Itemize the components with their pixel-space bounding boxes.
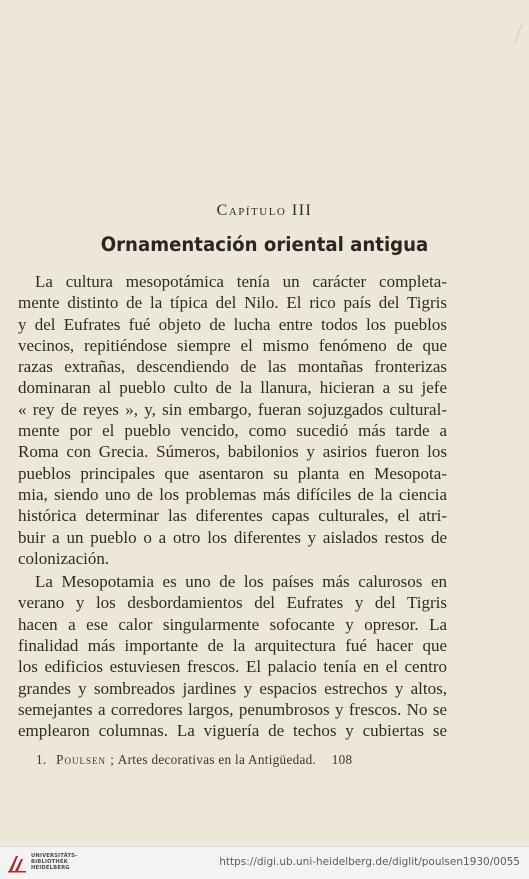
text-line: Roma con Grecia. Súmeros, babilonios y asirios fueron los xyxy=(18,442,447,462)
document-url-link[interactable]: https://digi.ub.uni-heidelberg.de/diglit/poulsen1930/0055 xyxy=(219,856,520,868)
text-line: histórica determinar las diferentes capas culturales, el atri- xyxy=(18,506,447,526)
text-line: La cultura mesopotámica tenía un carácter completa- xyxy=(35,272,447,291)
viewer-footer-bar xyxy=(0,846,529,879)
library-name-line: BIBLIOTHEK xyxy=(31,859,68,865)
text-line: « rey de reyes », y, sin embargo, fueran sojuzgados cultural- xyxy=(18,399,447,419)
library-name-line: HEIDELBERG xyxy=(31,865,70,871)
text-line: semejantes a corredores largos, penumbrosos y frescos. No se xyxy=(18,699,447,719)
library-name-line: UNIVERSITÄTS- xyxy=(31,853,78,859)
footnote-text: Artes decorativas en la Antigüedad. xyxy=(117,752,317,767)
text-line: y del Eufrates fué objeto de lucha entre todos los pueblos xyxy=(18,314,447,334)
text-line: grandes y sombreados jardines y espacios estrechos y altos, xyxy=(18,678,447,698)
text-line: colonización. xyxy=(18,548,110,568)
text-line: emplearon columnas. La viguería de techos y cubiertas se xyxy=(18,721,447,741)
chapter-heading: Capítulo III xyxy=(216,202,313,219)
text-line: buir a un pueblo o a otro los diferentes y aislados restos de xyxy=(18,527,447,547)
text-line: los edificios estuviesen frescos. El palacio tenía en el centro xyxy=(18,657,447,677)
text-line: finalidad más importante de la arquitectura fué hacer que xyxy=(18,636,447,656)
footnote-number: 1. xyxy=(36,752,47,767)
text-line: mente por el pueblo vencido, como sucedió más tarde a xyxy=(18,421,447,441)
text-line: pueblos principales que asentaron su planta en Mesopota- xyxy=(18,463,447,483)
text-line: La Mesopotamia es uno de los países más calurosos en xyxy=(35,572,447,592)
text-line: verano y los desbordamientos del Eufrates y del Tigris xyxy=(18,593,447,613)
text-line: mia, siendo uno de los problemas más difíciles de la ciencia xyxy=(18,484,447,504)
paragraph-2 xyxy=(18,571,447,741)
text-line: hacen a ese calor singularmente sofocante y opresor. La xyxy=(18,614,447,634)
body-text xyxy=(18,271,447,742)
text-line: dominaran al pueblo culto de la llanura, hicieran a su jefe xyxy=(18,378,447,398)
footnote xyxy=(36,752,352,768)
footnote-page: 108 xyxy=(331,752,353,767)
chapter-title: Ornamentación oriental antigua xyxy=(100,233,429,256)
footnote-author: Poulsen ; xyxy=(56,752,115,767)
paragraph-1 xyxy=(18,271,447,569)
library-name[interactable] xyxy=(31,853,77,871)
text-line: vecinos, repitiéndose siempre el mismo fenómeno de que xyxy=(18,335,447,355)
text-line: mente distinto de la típica del Nilo. El rico país del Tigris xyxy=(18,293,447,313)
university-library-logo-icon[interactable] xyxy=(6,852,28,874)
text-line: razas extrañas, descendiendo de las montañas fronterizas xyxy=(18,357,447,377)
page-edge-shadow xyxy=(506,22,523,44)
